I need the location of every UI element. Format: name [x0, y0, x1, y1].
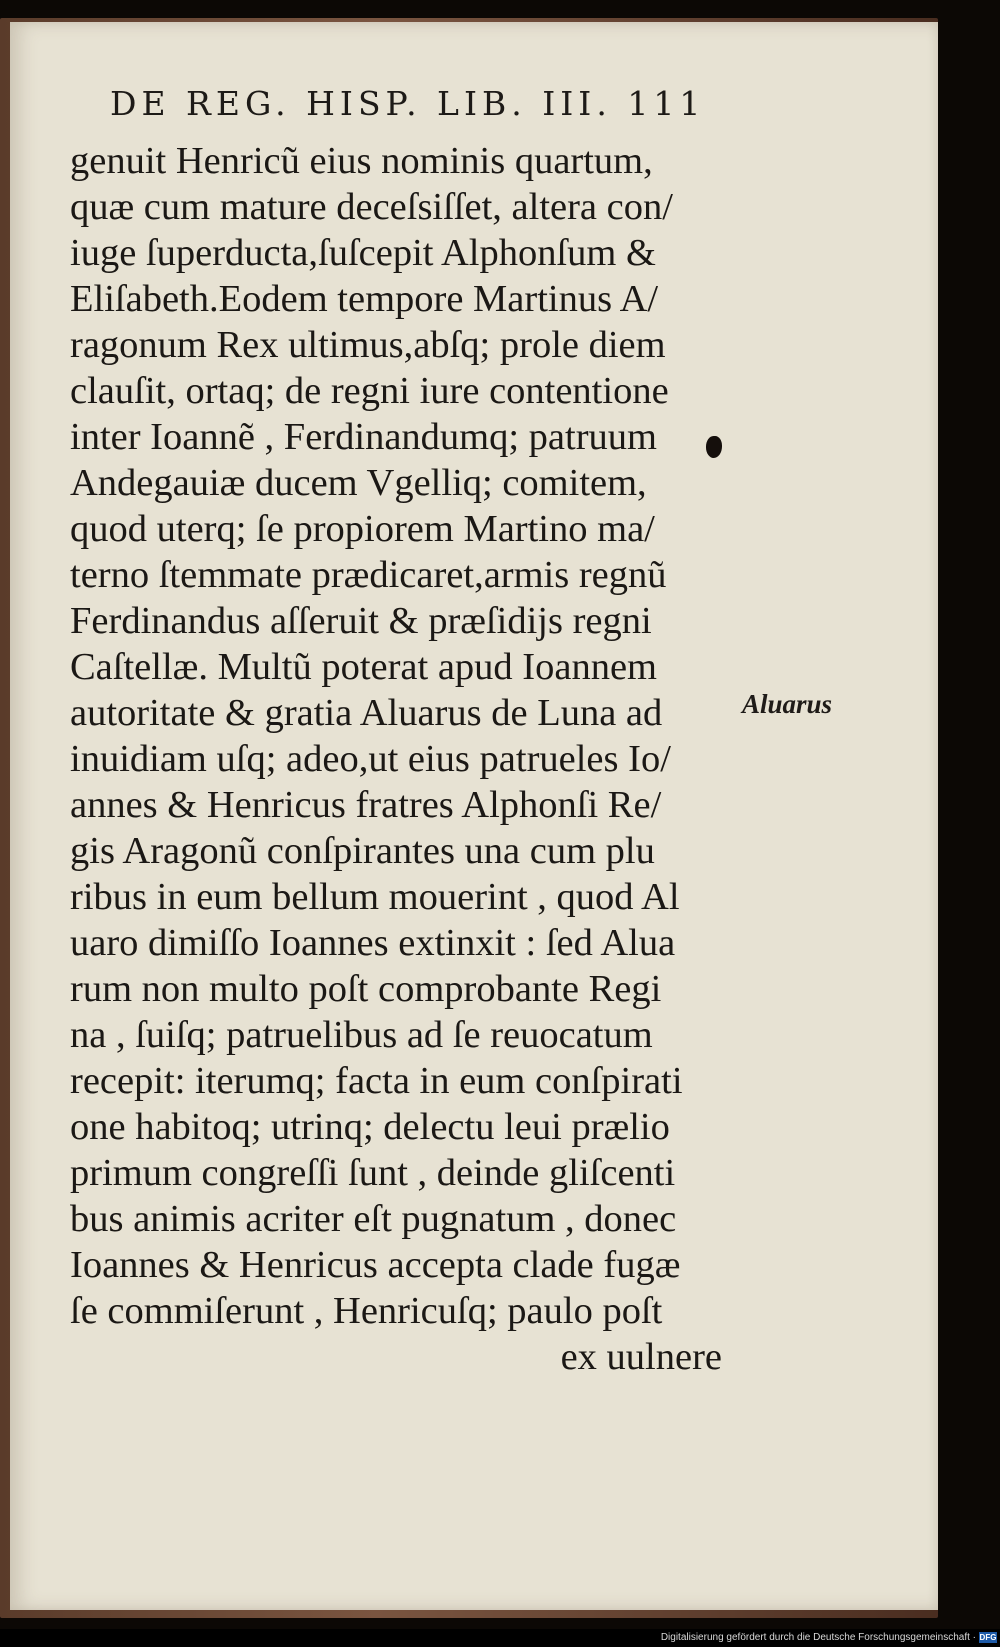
body-line: ribus in eum bellum mouerint , quod Al: [70, 876, 680, 918]
body-line: ex uulnere: [560, 1336, 722, 1378]
body-line: terno ſtemmate prædicaret,armis regnũ: [70, 554, 667, 596]
body-line: annes & Henricus fratres Alphonſi Re/: [70, 784, 662, 826]
dfg-logo: DFG: [979, 1633, 997, 1642]
body-line: gis Aragonũ conſpirantes una cum plu: [70, 830, 655, 872]
body-line: rum non multo poſt comprobante Regi: [70, 968, 662, 1010]
body-line: inuidiam uſq; adeo,ut eius patrueles Io/: [70, 738, 671, 780]
body-line: ſe commiſerunt , Henricuſq; paulo poſt: [70, 1290, 663, 1332]
body-line: quod uterq; ſe propiorem Martino ma/: [70, 508, 655, 550]
body-line: one habitoq; utrinq; delectu leui prælio: [70, 1106, 670, 1148]
body-line: quæ cum mature deceſsiſſet, altera con/: [70, 186, 673, 228]
body-line: genuit Henricũ eius nominis quartum,: [70, 140, 653, 182]
margin-note: Aluarus: [742, 689, 833, 719]
body-line: ragonum Rex ultimus,abſq; prole diem: [70, 324, 666, 366]
body-line: inter Ioannẽ , Ferdinandumq; patruum: [70, 416, 657, 458]
body-line: Eliſabeth.Eodem tempore Martinus A/: [70, 278, 659, 320]
footer-credit: Digitalisierung gefördert durch die Deutsche Forschungsgemeinschaft ·: [660, 1632, 976, 1643]
running-head: DE REG. HISP. LIB. III. 111: [110, 84, 706, 123]
body-line: na , ſuiſq; patruelibus ad ſe reuocatum: [70, 1014, 653, 1056]
body-line: uaro dimiſſo Ioannes extinxit : ſed Alua: [70, 922, 676, 964]
body-line: autoritate & gratia Aluarus de Luna ad: [70, 692, 663, 734]
body-line: clauſit, ortaq; de regni iure contentione: [70, 370, 669, 412]
body-line: recepit: iterumq; facta in eum conſpirati: [70, 1060, 683, 1102]
body-line: bus animis acriter eſt pugnatum , donec: [70, 1198, 677, 1240]
body-line: Andegauiæ ducem Vgelliq; comitem,: [70, 462, 647, 504]
body-line: Ioannes & Henricus accepta clade fugæ: [70, 1244, 681, 1286]
body-line: primum congreſſi ſunt , deinde gliſcenti: [70, 1152, 676, 1194]
body-line: Ferdinandus aſſeruit & præſidijs regni: [70, 600, 652, 642]
body-line: iuge ſuperducta,ſuſcepit Alphonſum &: [70, 232, 656, 274]
body-line: Caſtellæ. Multũ poterat apud Ioannem: [70, 646, 657, 688]
body-text: [70, 138, 730, 1380]
